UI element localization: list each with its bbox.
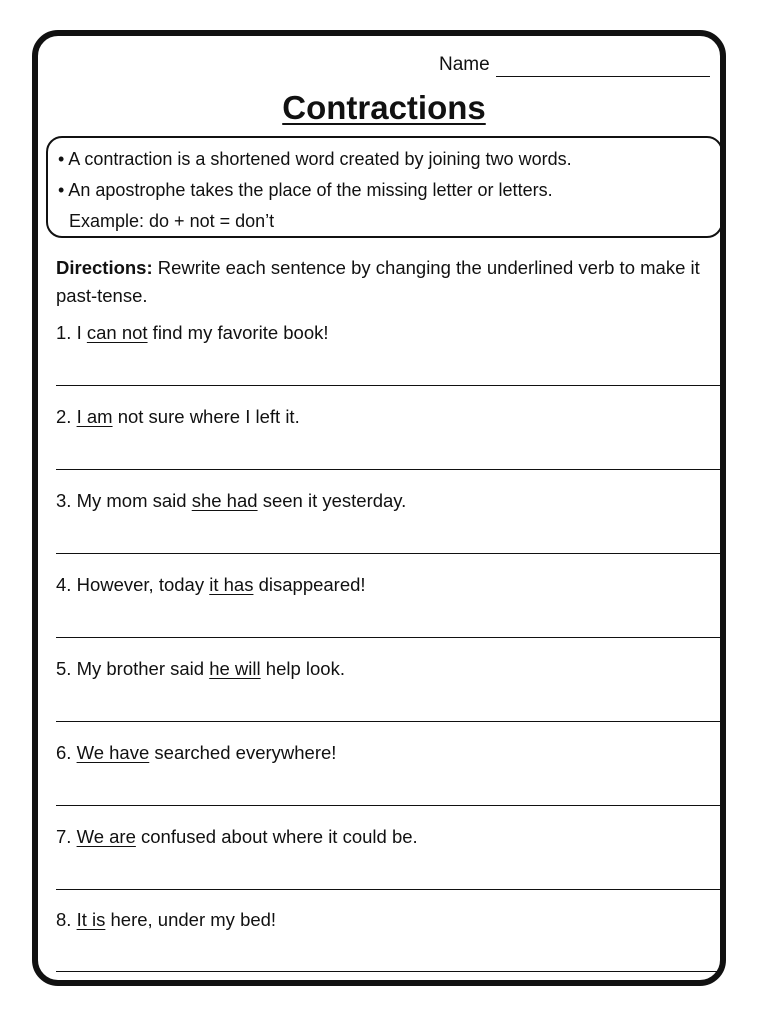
- question-number: 6.: [56, 742, 77, 763]
- question-number: 4.: [56, 574, 77, 595]
- question-number: 7.: [56, 826, 77, 847]
- info-example: Example: do + not = don’t: [69, 211, 275, 231]
- question-text-before: However, today: [76, 574, 210, 595]
- info-box: [46, 136, 723, 238]
- underlined-verb: he will: [209, 658, 261, 679]
- underlined-verb: she had: [191, 490, 258, 511]
- question-4: [56, 572, 366, 598]
- answer-line-4[interactable]: [56, 637, 722, 638]
- name-label: Name: [439, 54, 490, 75]
- question-8: [56, 907, 276, 933]
- question-text-after: disappeared!: [253, 574, 366, 595]
- question-number: 8.: [56, 909, 77, 930]
- underlined-verb: can not: [86, 322, 148, 343]
- page-title-text: Contractions: [282, 89, 486, 126]
- question-3: [56, 488, 406, 514]
- directions-text: Rewrite each sentence by changing the underlined verb to make it past-tense.: [56, 257, 700, 306]
- underlined-verb: it has: [209, 574, 254, 595]
- question-7: [56, 824, 418, 850]
- answer-line-8[interactable]: [56, 971, 722, 972]
- question-text-after: find my favorite book!: [147, 322, 329, 343]
- question-text-after: here, under my bed!: [105, 909, 277, 930]
- question-number: 1.: [56, 322, 77, 343]
- answer-line-2[interactable]: [56, 469, 722, 470]
- question-6: [56, 740, 336, 766]
- question-text-after: confused about where it could be.: [135, 826, 418, 847]
- answer-line-6[interactable]: [56, 805, 722, 806]
- question-1: [56, 320, 329, 346]
- name-blank-line: [496, 56, 710, 77]
- question-text-after: help look.: [260, 658, 345, 679]
- info-bullet-2: • An apostrophe takes the place of the missing letter or letters.: [58, 180, 553, 200]
- answer-line-1[interactable]: [56, 385, 722, 386]
- answer-line-5[interactable]: [56, 721, 722, 722]
- question-text-before: My brother said: [76, 658, 210, 679]
- question-text-before: My mom said: [76, 490, 192, 511]
- question-text-after: not sure where I left it.: [112, 406, 300, 427]
- page-title: [0, 86, 768, 130]
- question-text-after: seen it yesterday.: [257, 490, 407, 511]
- question-number: 2.: [56, 406, 77, 427]
- underlined-verb: I am: [76, 406, 113, 427]
- directions: [56, 254, 716, 310]
- name-field: [439, 53, 710, 77]
- question-text-after: searched everywhere!: [149, 742, 337, 763]
- info-bullet-1: • A contraction is a shortened word created by joining two words.: [58, 149, 572, 169]
- question-number: 5.: [56, 658, 77, 679]
- underlined-verb: We have: [76, 742, 150, 763]
- underlined-verb: It is: [76, 909, 106, 930]
- question-2: [56, 404, 300, 430]
- question-5: [56, 656, 345, 682]
- directions-label: Directions:: [56, 257, 153, 278]
- answer-line-7[interactable]: [56, 889, 722, 890]
- answer-line-3[interactable]: [56, 553, 722, 554]
- underlined-verb: We are: [76, 826, 136, 847]
- question-text-before: I: [76, 322, 87, 343]
- question-number: 3.: [56, 490, 77, 511]
